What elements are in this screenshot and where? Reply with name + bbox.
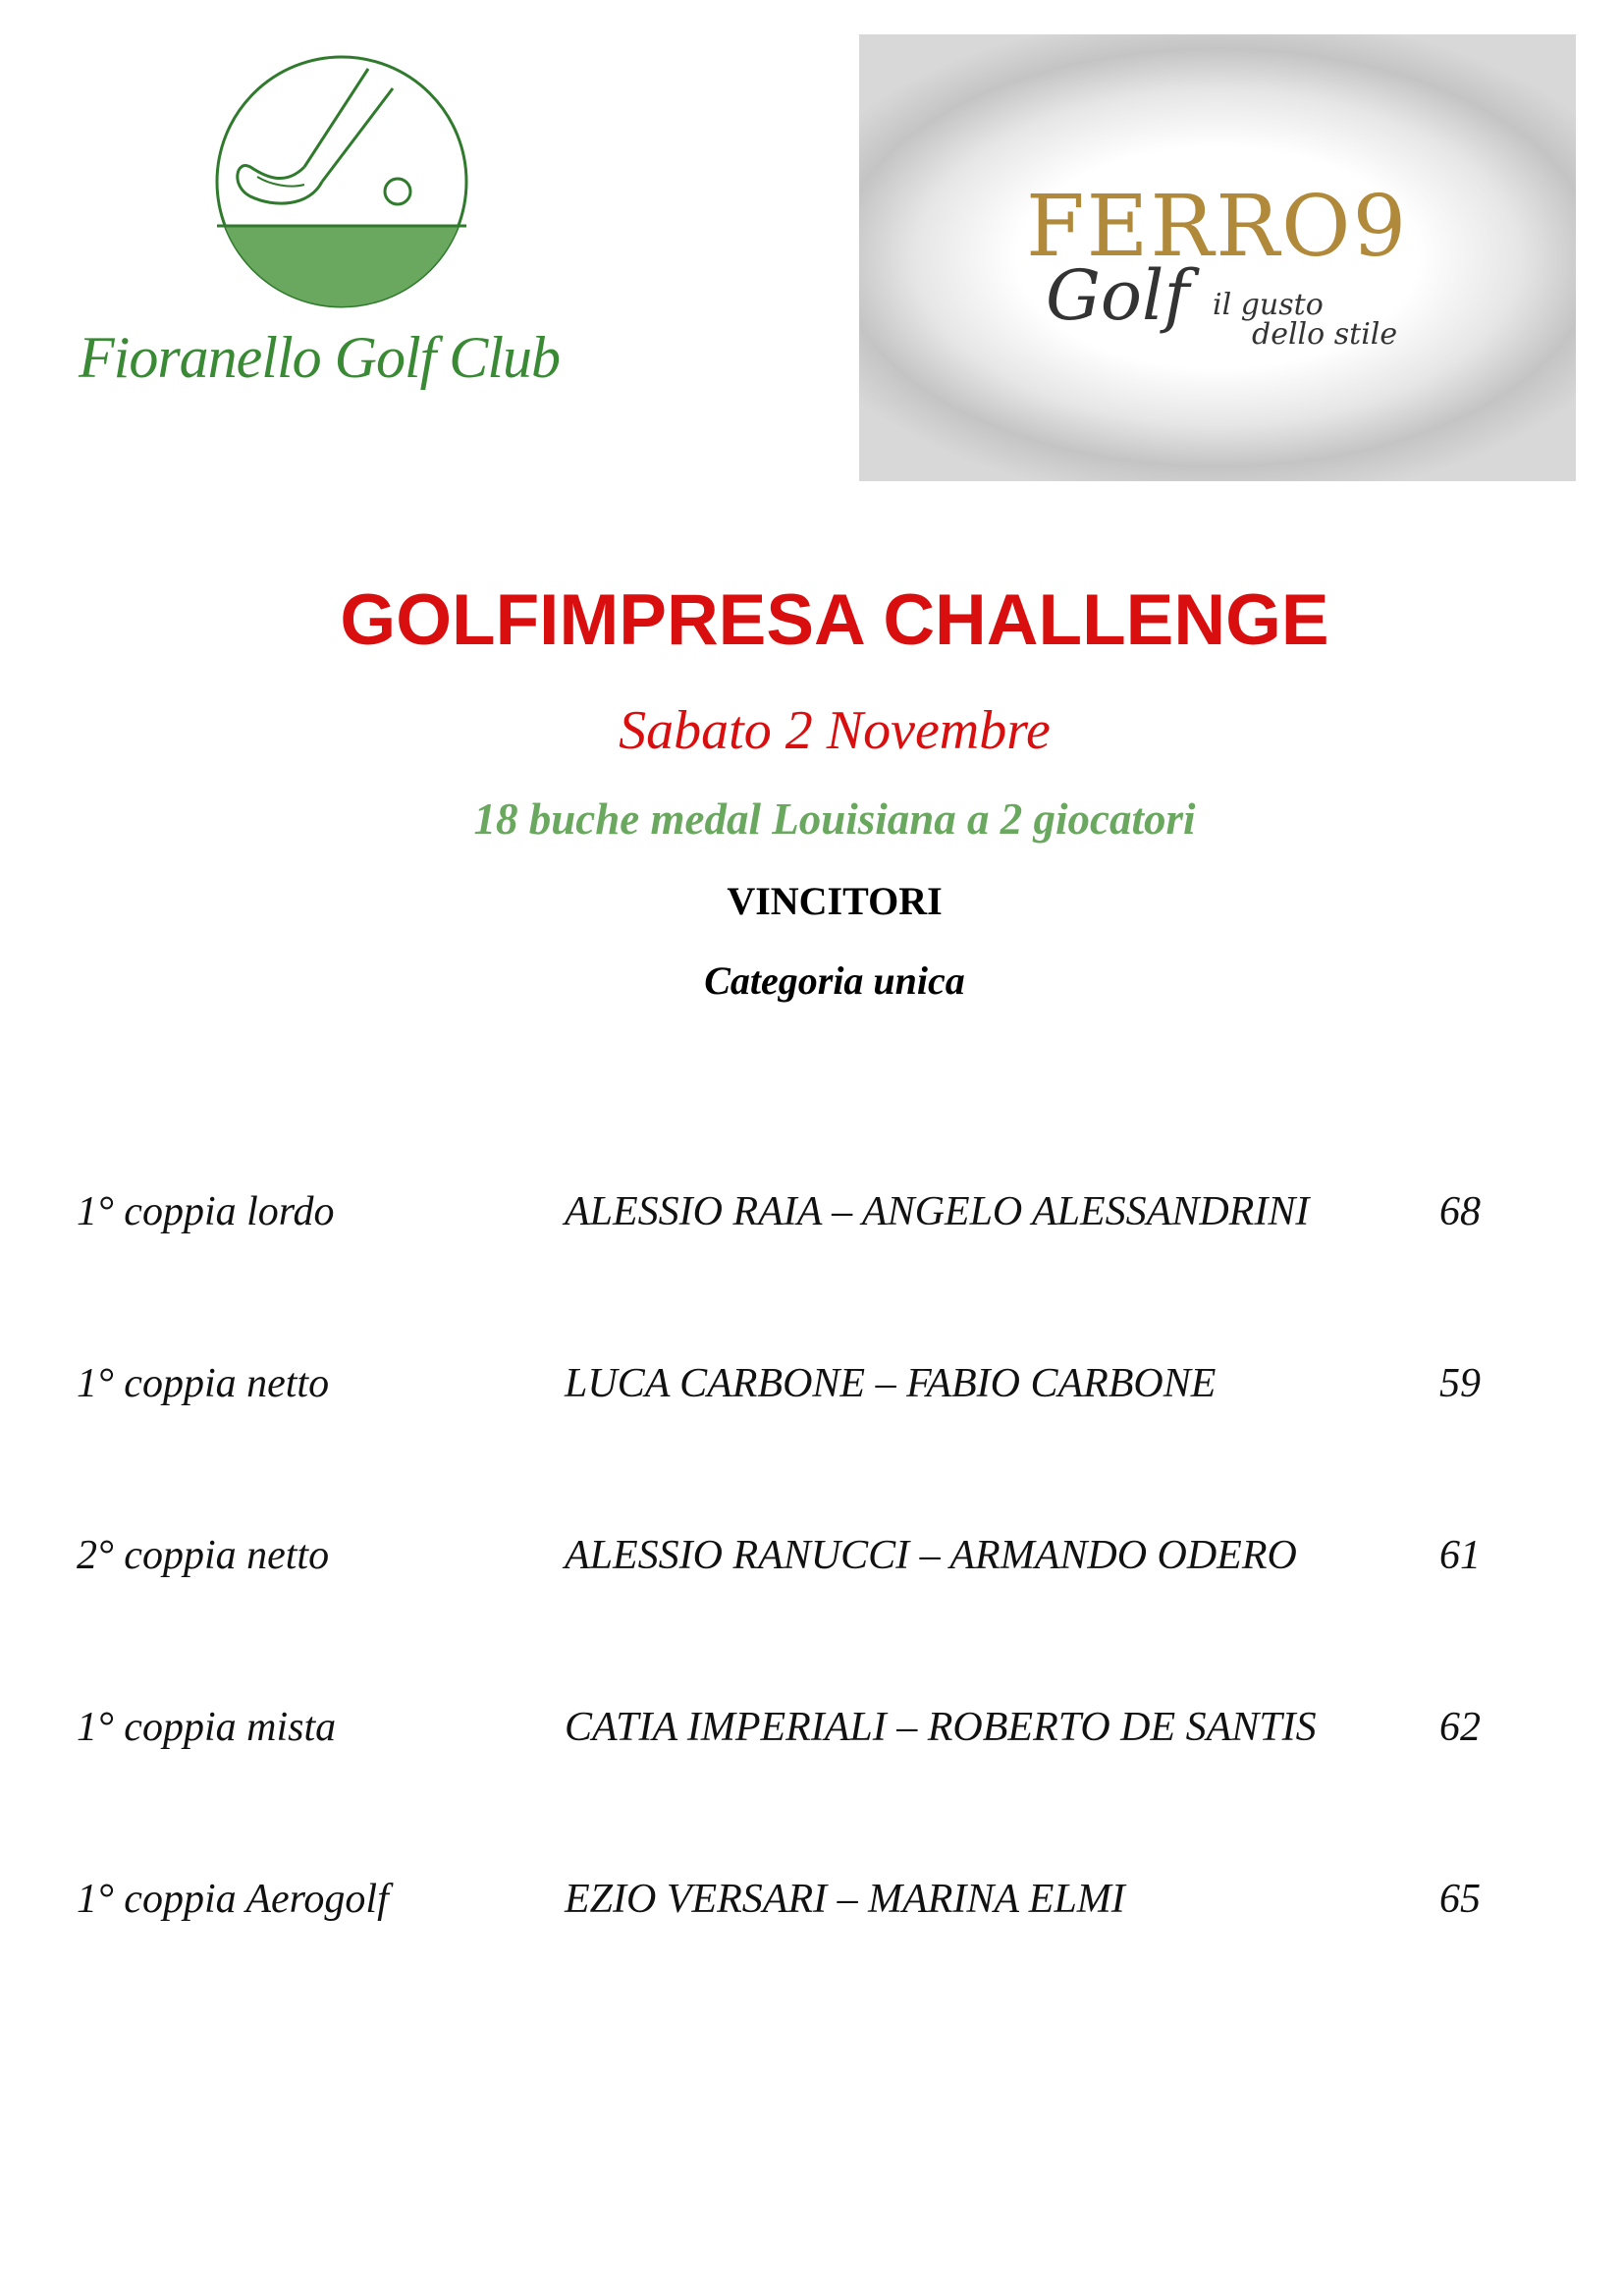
result-names: ALESSIO RANUCCI – ARMANDO ODERO — [565, 1533, 1297, 1578]
result-score: 68 — [1439, 1189, 1481, 1234]
result-position: 1° coppia Aerogolf — [77, 1877, 389, 1922]
result-row — [77, 1704, 1549, 1876]
event-format: 18 buche medal Louisiana a 2 giocatori — [473, 794, 1196, 844]
result-position: 1° coppia netto — [77, 1361, 330, 1406]
result-position: 1° coppia lordo — [77, 1189, 335, 1234]
result-score: 59 — [1439, 1361, 1481, 1406]
result-position: 1° coppia mista — [77, 1705, 337, 1750]
result-row — [77, 1532, 1549, 1704]
result-score: 61 — [1439, 1533, 1481, 1578]
result-names: LUCA CARBONE – FABIO CARBONE — [565, 1361, 1217, 1406]
result-row — [77, 1188, 1549, 1360]
event-date: Sabato 2 Novembre — [619, 700, 1051, 761]
golf-club-emblem-icon — [69, 29, 579, 324]
category-label: Categoria unica — [704, 958, 965, 1003]
result-score: 62 — [1439, 1705, 1481, 1750]
winners-heading: VINCITORI — [727, 879, 943, 923]
result-row — [77, 1876, 1549, 2048]
result-position: 2° coppia netto — [77, 1533, 330, 1578]
result-names: EZIO VERSARI – MARINA ELMI — [565, 1877, 1125, 1922]
ferro9-logo — [859, 34, 1576, 481]
result-score: 65 — [1439, 1877, 1481, 1922]
result-row — [77, 1360, 1549, 1532]
ferro9-tagline-1: il gusto — [1213, 288, 1324, 322]
result-names: ALESSIO RAIA – ANGELO ALESSANDRINI — [565, 1189, 1310, 1234]
club-name: Fioranello Golf Club — [79, 325, 560, 390]
result-names: CATIA IMPERIALI – ROBERTO DE SANTIS — [565, 1705, 1317, 1750]
ferro9-brand: FERRO9 — [1026, 178, 1409, 276]
ferro9-tagline-2: dello stile — [1252, 317, 1398, 352]
ferro9-sub: Golf — [1046, 255, 1190, 336]
event-title: GOLFIMPRESA CHALLENGE — [340, 580, 1329, 660]
ferro9-wordmark-icon — [859, 34, 1576, 481]
results-list — [77, 1188, 1549, 2048]
